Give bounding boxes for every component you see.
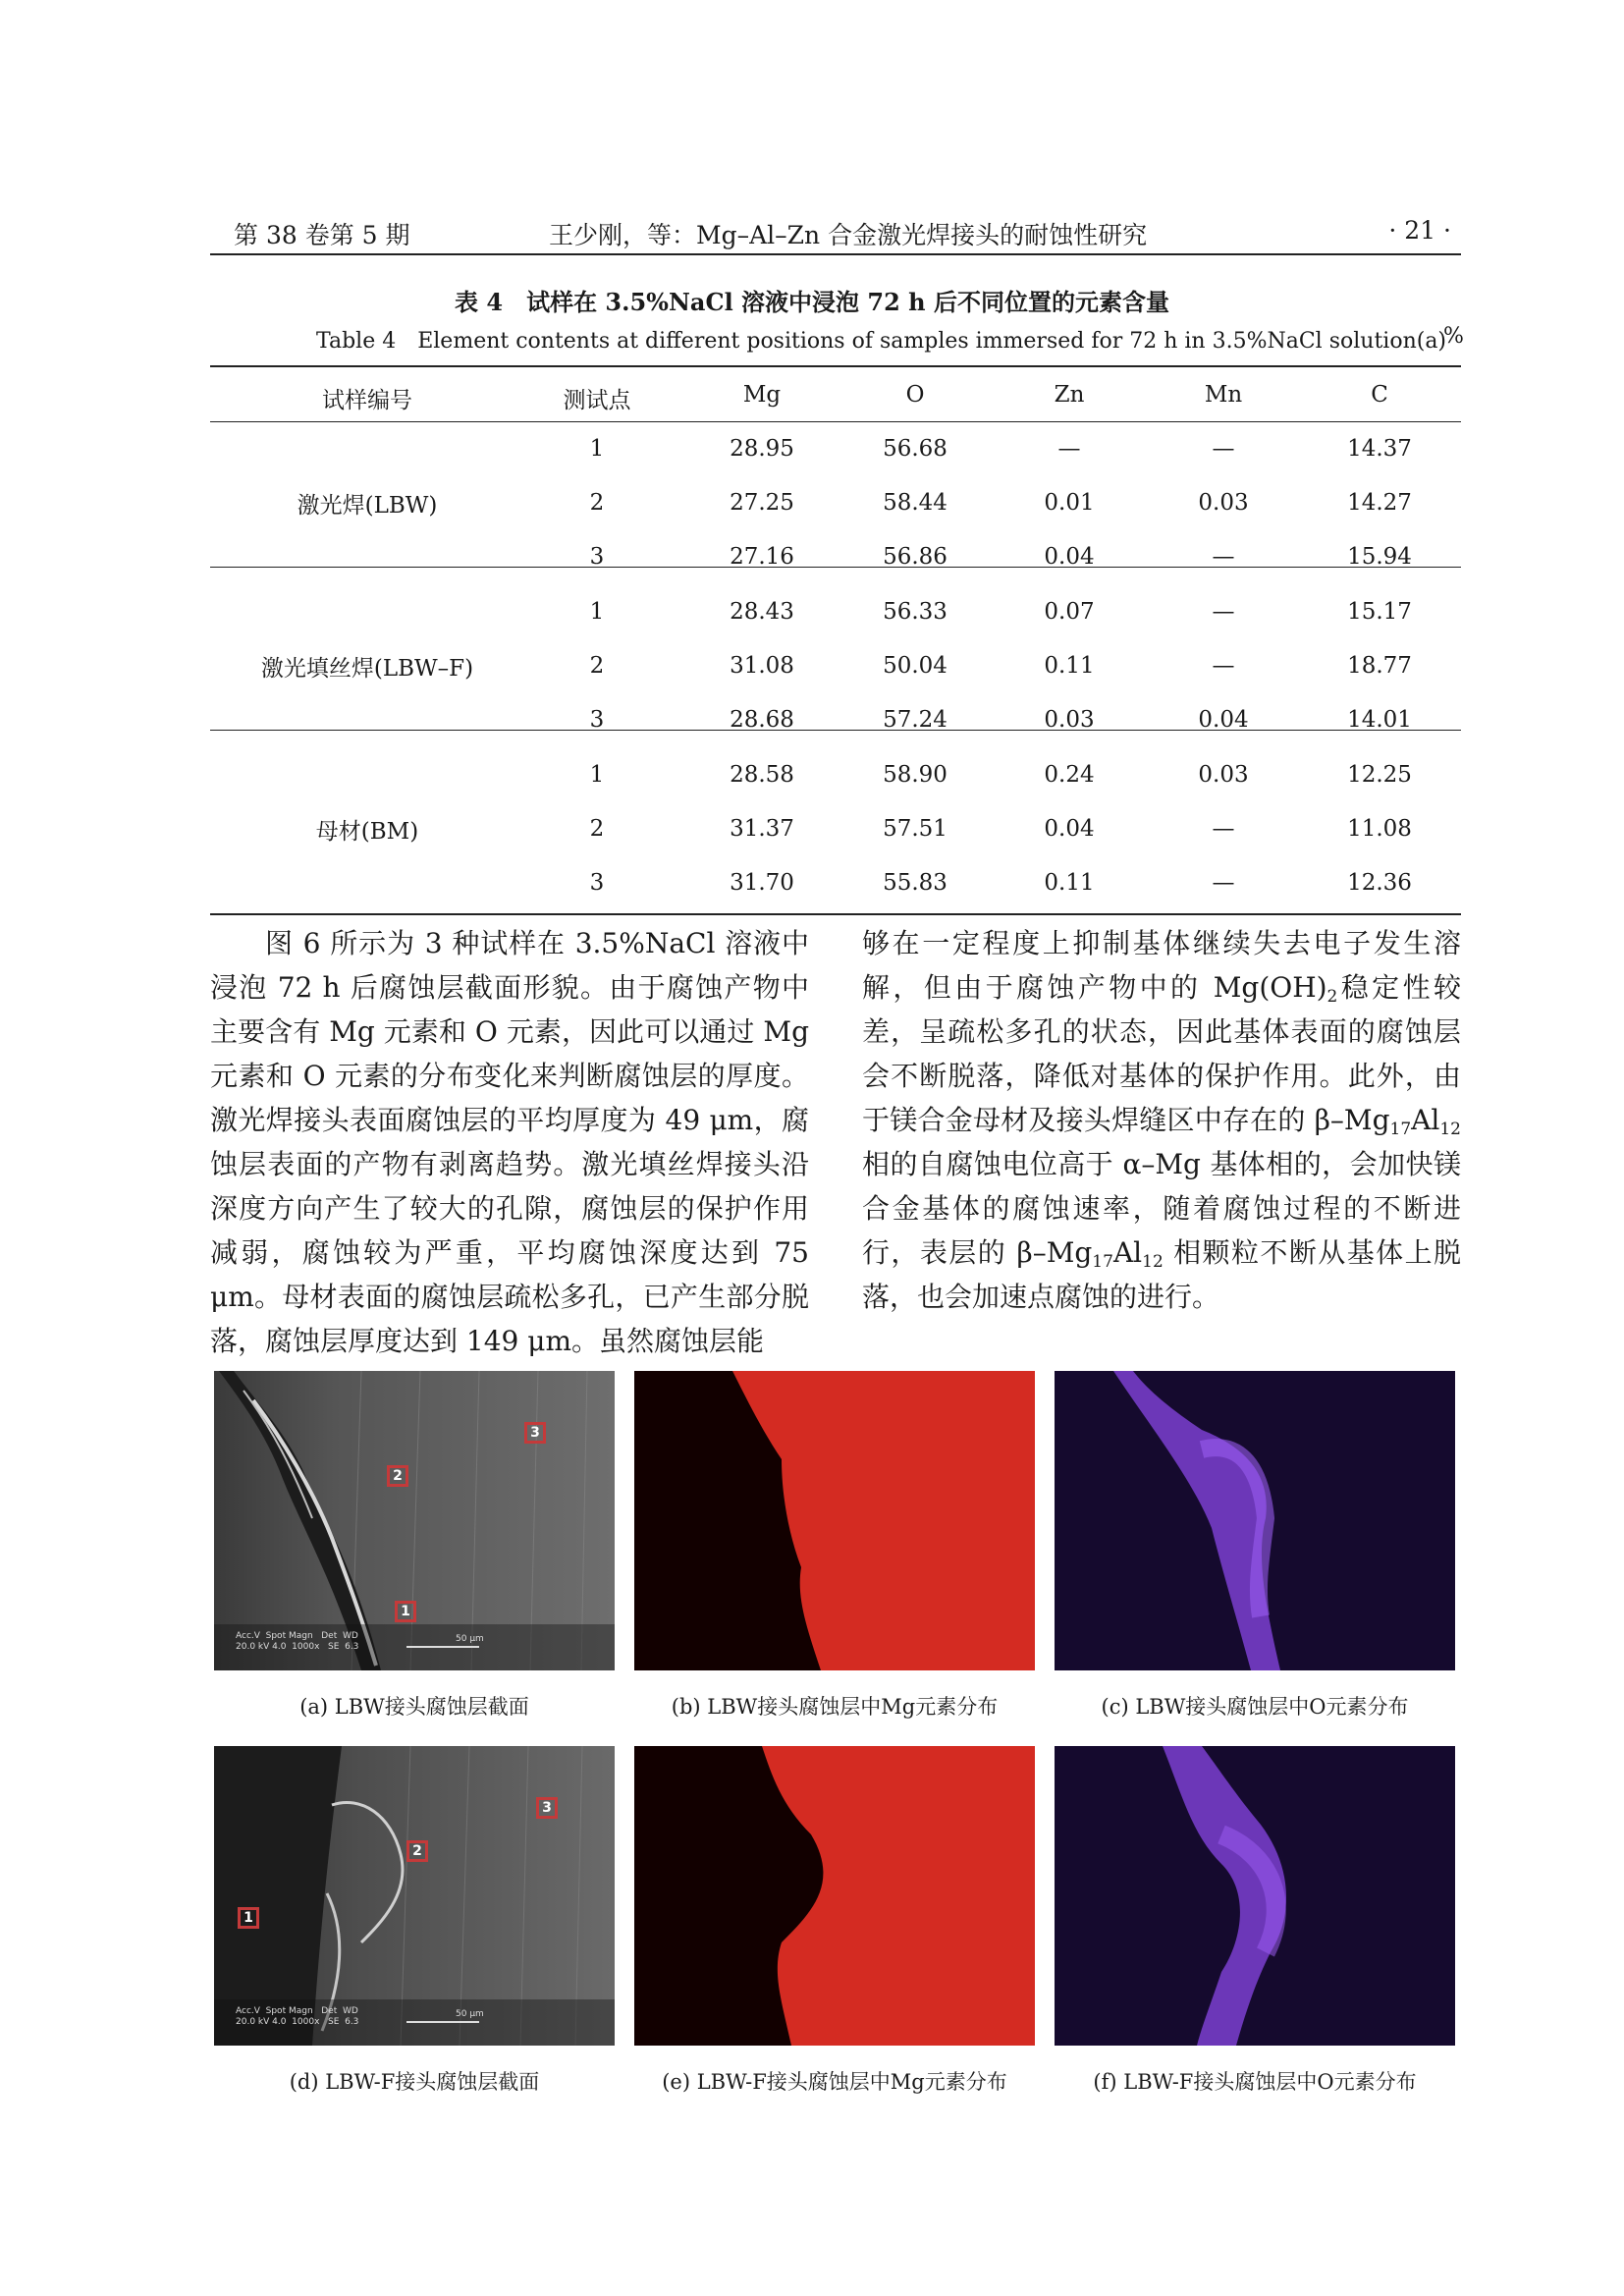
table-cell: 55.83 [883,870,947,896]
table-cell: — [1212,653,1235,679]
table-cell: 57.51 [883,816,947,842]
table-cell: — [1212,436,1235,462]
table-cell: 2 [589,816,605,842]
table-cell: 0.03 [1198,762,1249,788]
table-cell: 31.08 [730,653,794,679]
sem-marker: 3 [524,1422,546,1444]
table-cell: 2 [589,653,605,679]
group-name-lbw: 激光焊(LBW) [297,493,438,519]
table-cell: 27.16 [730,544,794,570]
header-mg: Mg [742,382,782,408]
table-cell: 1 [589,599,605,625]
table-cell: 58.44 [883,490,947,516]
figure-d-caption: (d) LBW-F接头腐蚀层截面 [289,2070,540,2094]
header-zn: Zn [1054,382,1085,408]
paragraph-left: 图 6 所示为 3 种试样在 3.5%NaCl 溶液中浸泡 72 h 后腐蚀层截面形貌。由于腐蚀产物中主要含有 Mg 元素和 O 元素，因此可以通过 Mg 元素和 O 元素的分布变化来判断腐蚀层的厚度。激光焊接头表面腐蚀层的平均厚度为 49 μm，腐蚀层表面的产物有剥离趋势。激光填丝焊接头沿深度方向产生了较大的孔隙，腐蚀层的保护作用减弱，腐蚀较为严重，平均腐蚀深度达到 75 μm。母材表面的腐蚀层疏松多孔，已产生部分脱落，腐蚀层厚度达到 149 μm。虽然腐蚀层能 [210,927,809,1357]
figure-a-sem-image [214,1371,615,1670]
header-o: O [905,382,925,408]
table-cell: 14.27 [1347,490,1412,516]
group-rule [210,567,1461,568]
table-cell: 3 [589,870,605,896]
scale-bar-label: 50 μm [456,1634,484,1644]
table-caption-cn: 表 4 试样在 3.5%NaCl 溶液中浸泡 72 h 后不同位置的元素含量 [455,288,1169,316]
table-unit: % [1443,324,1464,349]
table-cell: 0.04 [1044,816,1095,842]
table-cell: — [1212,599,1235,625]
table-cell: 1 [589,762,605,788]
sem-marker: 1 [238,1907,259,1929]
group-name-bm: 母材(BM) [315,819,419,845]
header-mn: Mn [1204,382,1243,408]
table-cell: 0.04 [1198,707,1249,733]
running-header [210,214,1461,255]
table-cell: 0.03 [1044,707,1095,733]
table-cell: 11.08 [1347,816,1412,842]
sem-marker: 3 [536,1797,558,1819]
table-cell: 28.95 [730,436,794,462]
page-number: · 21 · [1388,216,1451,245]
table-cell: 56.68 [883,436,947,462]
table-cell: — [1212,544,1235,570]
figure-b-caption: (b) LBW接头腐蚀层中Mg元素分布 [671,1695,999,1719]
figure-e-caption: (e) LBW-F接头腐蚀层中Mg元素分布 [662,2070,1007,2094]
table-cell: 28.43 [730,599,794,625]
figure-c-o-map [1055,1371,1455,1670]
element-content-table [210,365,1461,915]
table-cell: 0.04 [1044,544,1095,570]
table-cell: 12.36 [1347,870,1412,896]
table-cell: 2 [589,490,605,516]
table-caption-en: Table 4 Element contents at different positions of samples immersed for 72 h in 3.5%NaCl solution(a) [316,329,1447,354]
table-cell: 1 [589,436,605,462]
table-cell: 3 [589,707,605,733]
group-name-lbwf: 激光填丝焊(LBW–F) [260,656,474,682]
scale-bar-label: 50 μm [456,2009,484,2019]
paragraph-right: 够在一定程度上抑制基体继续失去电子发生溶解，但由于腐蚀产物中的 $Mg(OH)_2$稳定性较差，呈疏松多孔的状态，因此基体表面的腐蚀层会不断脱落，降低对基体的保护作用。此外，由于镁合金母材及接头焊缝区中存在的 $\beta-Mg_{17}Al_{12}$ 相的自腐蚀电位高于 α–Mg 基体相的，会加快镁合金基体的腐蚀速率，随着腐蚀过程的不断进行，表层的 $\beta-Mg_{17}Al_{12}$ 相颗粒不断从基体上脱落，也会加速点腐蚀的进行。 [862,927,1462,1313]
table-cell: 31.70 [730,870,794,896]
table-cell: 15.94 [1347,544,1412,570]
table-cell: 28.58 [730,762,794,788]
header-c: C [1371,382,1388,408]
figure-c-caption: (c) LBW接头腐蚀层中O元素分布 [1101,1695,1409,1719]
group-rule [210,730,1461,731]
sem-marker: 1 [395,1601,416,1622]
table-cell: 58.90 [883,762,947,788]
table-cell: 28.68 [730,707,794,733]
figure-d-sem-image [214,1746,615,2046]
header-sample: 试样编号 [322,388,412,413]
body-column-right [862,921,1461,1319]
table-cell: 56.86 [883,544,947,570]
figure-e-mg-map [634,1746,1035,2046]
issue-label: 第 38 卷第 5 期 [234,221,410,249]
header-point: 测试点 [563,388,631,413]
table-cell: 0.01 [1044,490,1095,516]
table-cell: 27.25 [730,490,794,516]
table-cell: 31.37 [730,816,794,842]
table-cell: — [1057,436,1081,462]
table-cell: 0.03 [1198,490,1249,516]
table-cell: 56.33 [883,599,947,625]
table-cell: 14.01 [1347,707,1412,733]
table-cell: 18.77 [1347,653,1412,679]
table-cell: 0.11 [1044,653,1095,679]
figure-b-mg-map [634,1371,1035,1670]
table-cell: — [1212,870,1235,896]
table-cell: 3 [589,544,605,570]
figure-a-caption: (a) LBW接头腐蚀层截面 [299,1695,529,1719]
sem-info: Acc.V Spot Magn Det WD 20.0 kV 4.0 1000x SE 6.3 [236,2006,359,2027]
table-cell: 14.37 [1347,436,1412,462]
body-column-left [210,921,809,1363]
table-cell: 12.25 [1347,762,1412,788]
sem-marker: 2 [387,1465,408,1487]
table-cell: 0.07 [1044,599,1095,625]
sem-info: Acc.V Spot Magn Det WD 20.0 kV 4.0 1000x SE 6.3 [236,1631,359,1652]
figure-f-caption: (f) LBW-F接头腐蚀层中O元素分布 [1093,2070,1417,2094]
table-cell: 0.24 [1044,762,1095,788]
table-cell: 57.24 [883,707,947,733]
header-rule [210,421,1461,422]
table-cell: 15.17 [1347,599,1412,625]
table-cell: 50.04 [883,653,947,679]
table-cell: — [1212,816,1235,842]
table-cell: 0.11 [1044,870,1095,896]
figure-f-o-map [1055,1746,1455,2046]
sem-marker: 2 [406,1840,428,1862]
article-title: 王少刚，等：Mg–Al–Zn 合金激光焊接头的耐蚀性研究 [549,221,1148,249]
